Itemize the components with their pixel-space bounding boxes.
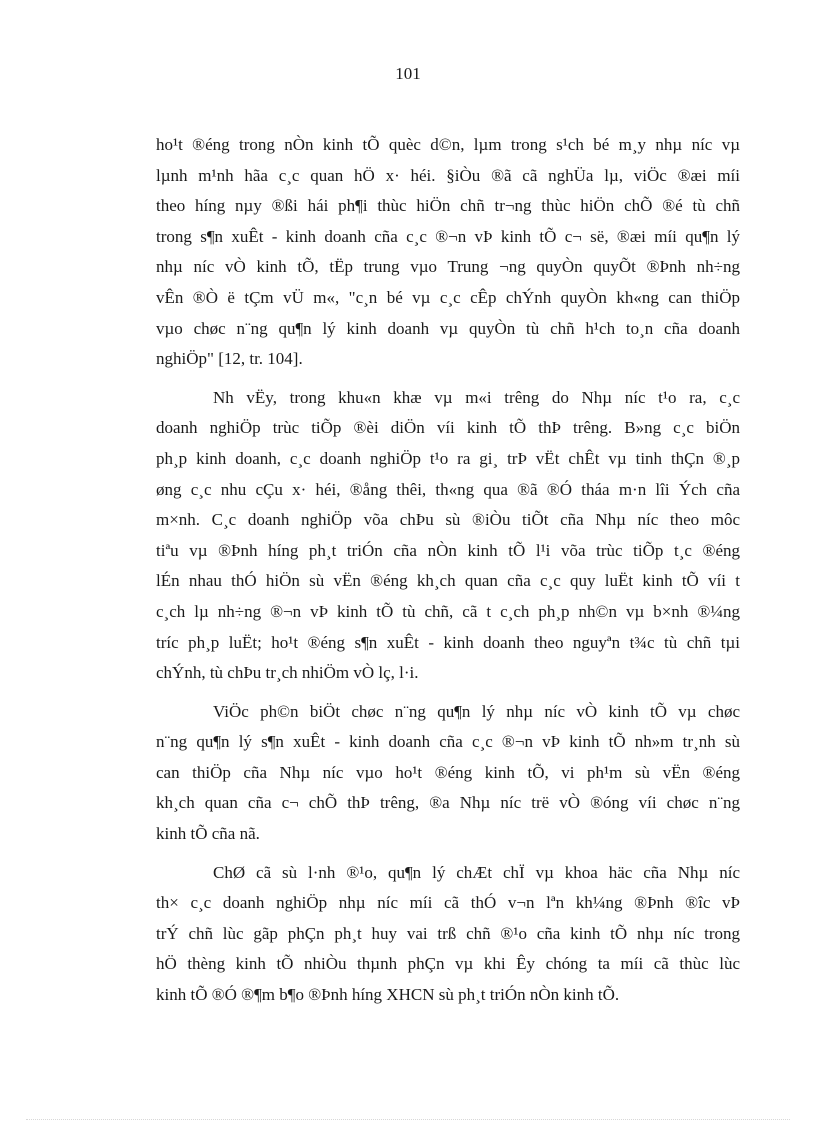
body-text (156, 130, 740, 1011)
page-bottom-divider (26, 1119, 790, 1120)
text-line: n¨ng qu¶n lý s¶n xuÊt - kinh doanh cña c¸c ®¬n vÞ kinh tÕ nh»m tr¸nh sù (156, 732, 740, 752)
text-line: ph¸p kinh doanh, c¸c doanh nghiÖp t¹o ra gi¸ trÞ vËt chÊt vµ tinh thÇn ®¸p (156, 448, 740, 468)
text-line: doanh nghiÖp trùc tiÕp ®èi diÖn víi kinh tÕ thÞ trêng. B»ng c¸c biÖn (156, 418, 740, 438)
page-number: 101 (395, 64, 421, 83)
paragraph-1 (156, 130, 740, 375)
text-line: nghiÖp" [12, tr. 104]. (156, 349, 303, 369)
text-line: ChØ cã sù l·nh ®¹o, qu¶n lý chÆt chÏ vµ khoa häc cña Nhµ níc (213, 862, 740, 882)
text-line: kh¸ch quan cña c¬ chÕ thÞ trêng, ®a Nhµ níc trë vÒ ®óng víi chøc n¨ng (156, 793, 740, 813)
text-line: m×nh. C¸c doanh nghiÖp võa chÞu sù ®iÒu tiÕt cña Nhµ níc theo môc (156, 510, 740, 530)
text-line: ho¹t ®éng trong nÒn kinh tÕ quèc d©n, lµm trong s¹ch bé m¸y nhµ níc vµ (156, 135, 740, 154)
text-line: Nh vËy, trong khu«n khæ vµ m«i trêng do Nhµ níc t¹o ra, c¸c (213, 387, 740, 407)
text-line: chÝnh, tù chÞu tr¸ch nhiÖm vÒ lç, l·i. (156, 663, 419, 683)
text-line: lÉn nhau thÓ hiÖn sù vËn ®éng kh¸ch quan cña c¸c quy luËt kinh tÕ víi t (156, 571, 740, 591)
text-line: nhµ níc vÒ kinh tÕ, tËp trung vµo Trung ¬ng quyÒn quyÕt ®Þnh nh÷ng (156, 257, 740, 277)
text-line: trong s¶n xuÊt - kinh doanh cña c¸c ®¬n vÞ kinh tÕ c¬ së, ®æi míi qu¶n lý (156, 226, 740, 246)
text-line: th× c¸c doanh nghiÖp nhµ níc míi cã thÓ v¬n lªn kh¼ng ®Þnh ®îc vÞ (156, 893, 740, 913)
text-line: vÊn ®Ò ë tÇm vÜ m«, "c¸n bé vµ c¸c cÊp chÝnh quyÒn kh«ng can thiÖp (156, 287, 740, 307)
paragraph-2 (156, 383, 740, 689)
text-line: c¸ch lµ nh÷ng ®¬n vÞ kinh tÕ tù chñ, cã t c¸ch ph¸p nh©n vµ b×nh ®¼ng (156, 601, 740, 621)
text-line: ViÖc ph©n biÖt chøc n¨ng qu¶n lý nhµ níc vÒ kinh tÕ vµ chøc (213, 701, 740, 721)
text-line: kinh tÕ cña nã. (156, 824, 260, 844)
paragraph-4 (156, 858, 740, 1011)
text-line: can thiÖp cña Nhµ níc vµo ho¹t ®éng kinh tÕ, vi ph¹m sù vËn ®éng (156, 762, 740, 782)
text-line: hÖ thèng kinh tÕ nhiÒu thµnh phÇn vµ khi Êy chóng ta míi cã thùc lùc (156, 954, 740, 974)
text-line: kinh tÕ ®Ó ®¶m b¶o ®Þnh híng XHCN sù ph¸t triÓn nÒn kinh tÕ. (156, 985, 620, 1005)
text-line: lµnh m¹nh hãa c¸c quan hÖ x· héi. §iÒu ®ã cã nghÜa lµ, viÖc ®æi míi (156, 165, 740, 185)
text-line: vµo chøc n¨ng qu¶n lý kinh doanh vµ quyÒn tù chñ h¹ch to¸n cña doanh (156, 318, 740, 338)
text-line: øng c¸c nhu cÇu x· héi, ®ång thêi, th«ng qua ®ã ®Ó tháa m·n lîi Ých cña (156, 479, 740, 499)
text-line: theo híng nµy ®ßi hái ph¶i thùc hiÖn chñ tr¬ng thùc hiÖn chÕ ®é tù chñ (156, 196, 740, 216)
text-line: tríc ph¸p luËt; ho¹t ®éng s¶n xuÊt - kinh doanh theo nguyªn t¾c tù chñ tµi (156, 632, 740, 652)
text-line: trÝ chñ lùc gãp phÇn ph¸t huy vai trß chñ ®¹o cña kinh tÕ nhµ níc trong (156, 923, 740, 943)
text-line: tiªu vµ ®Þnh híng ph¸t triÓn cña nÒn kinh tÕ l¹i võa trùc tiÕp t¸c ®éng (156, 540, 740, 560)
paragraph-3 (156, 697, 740, 850)
